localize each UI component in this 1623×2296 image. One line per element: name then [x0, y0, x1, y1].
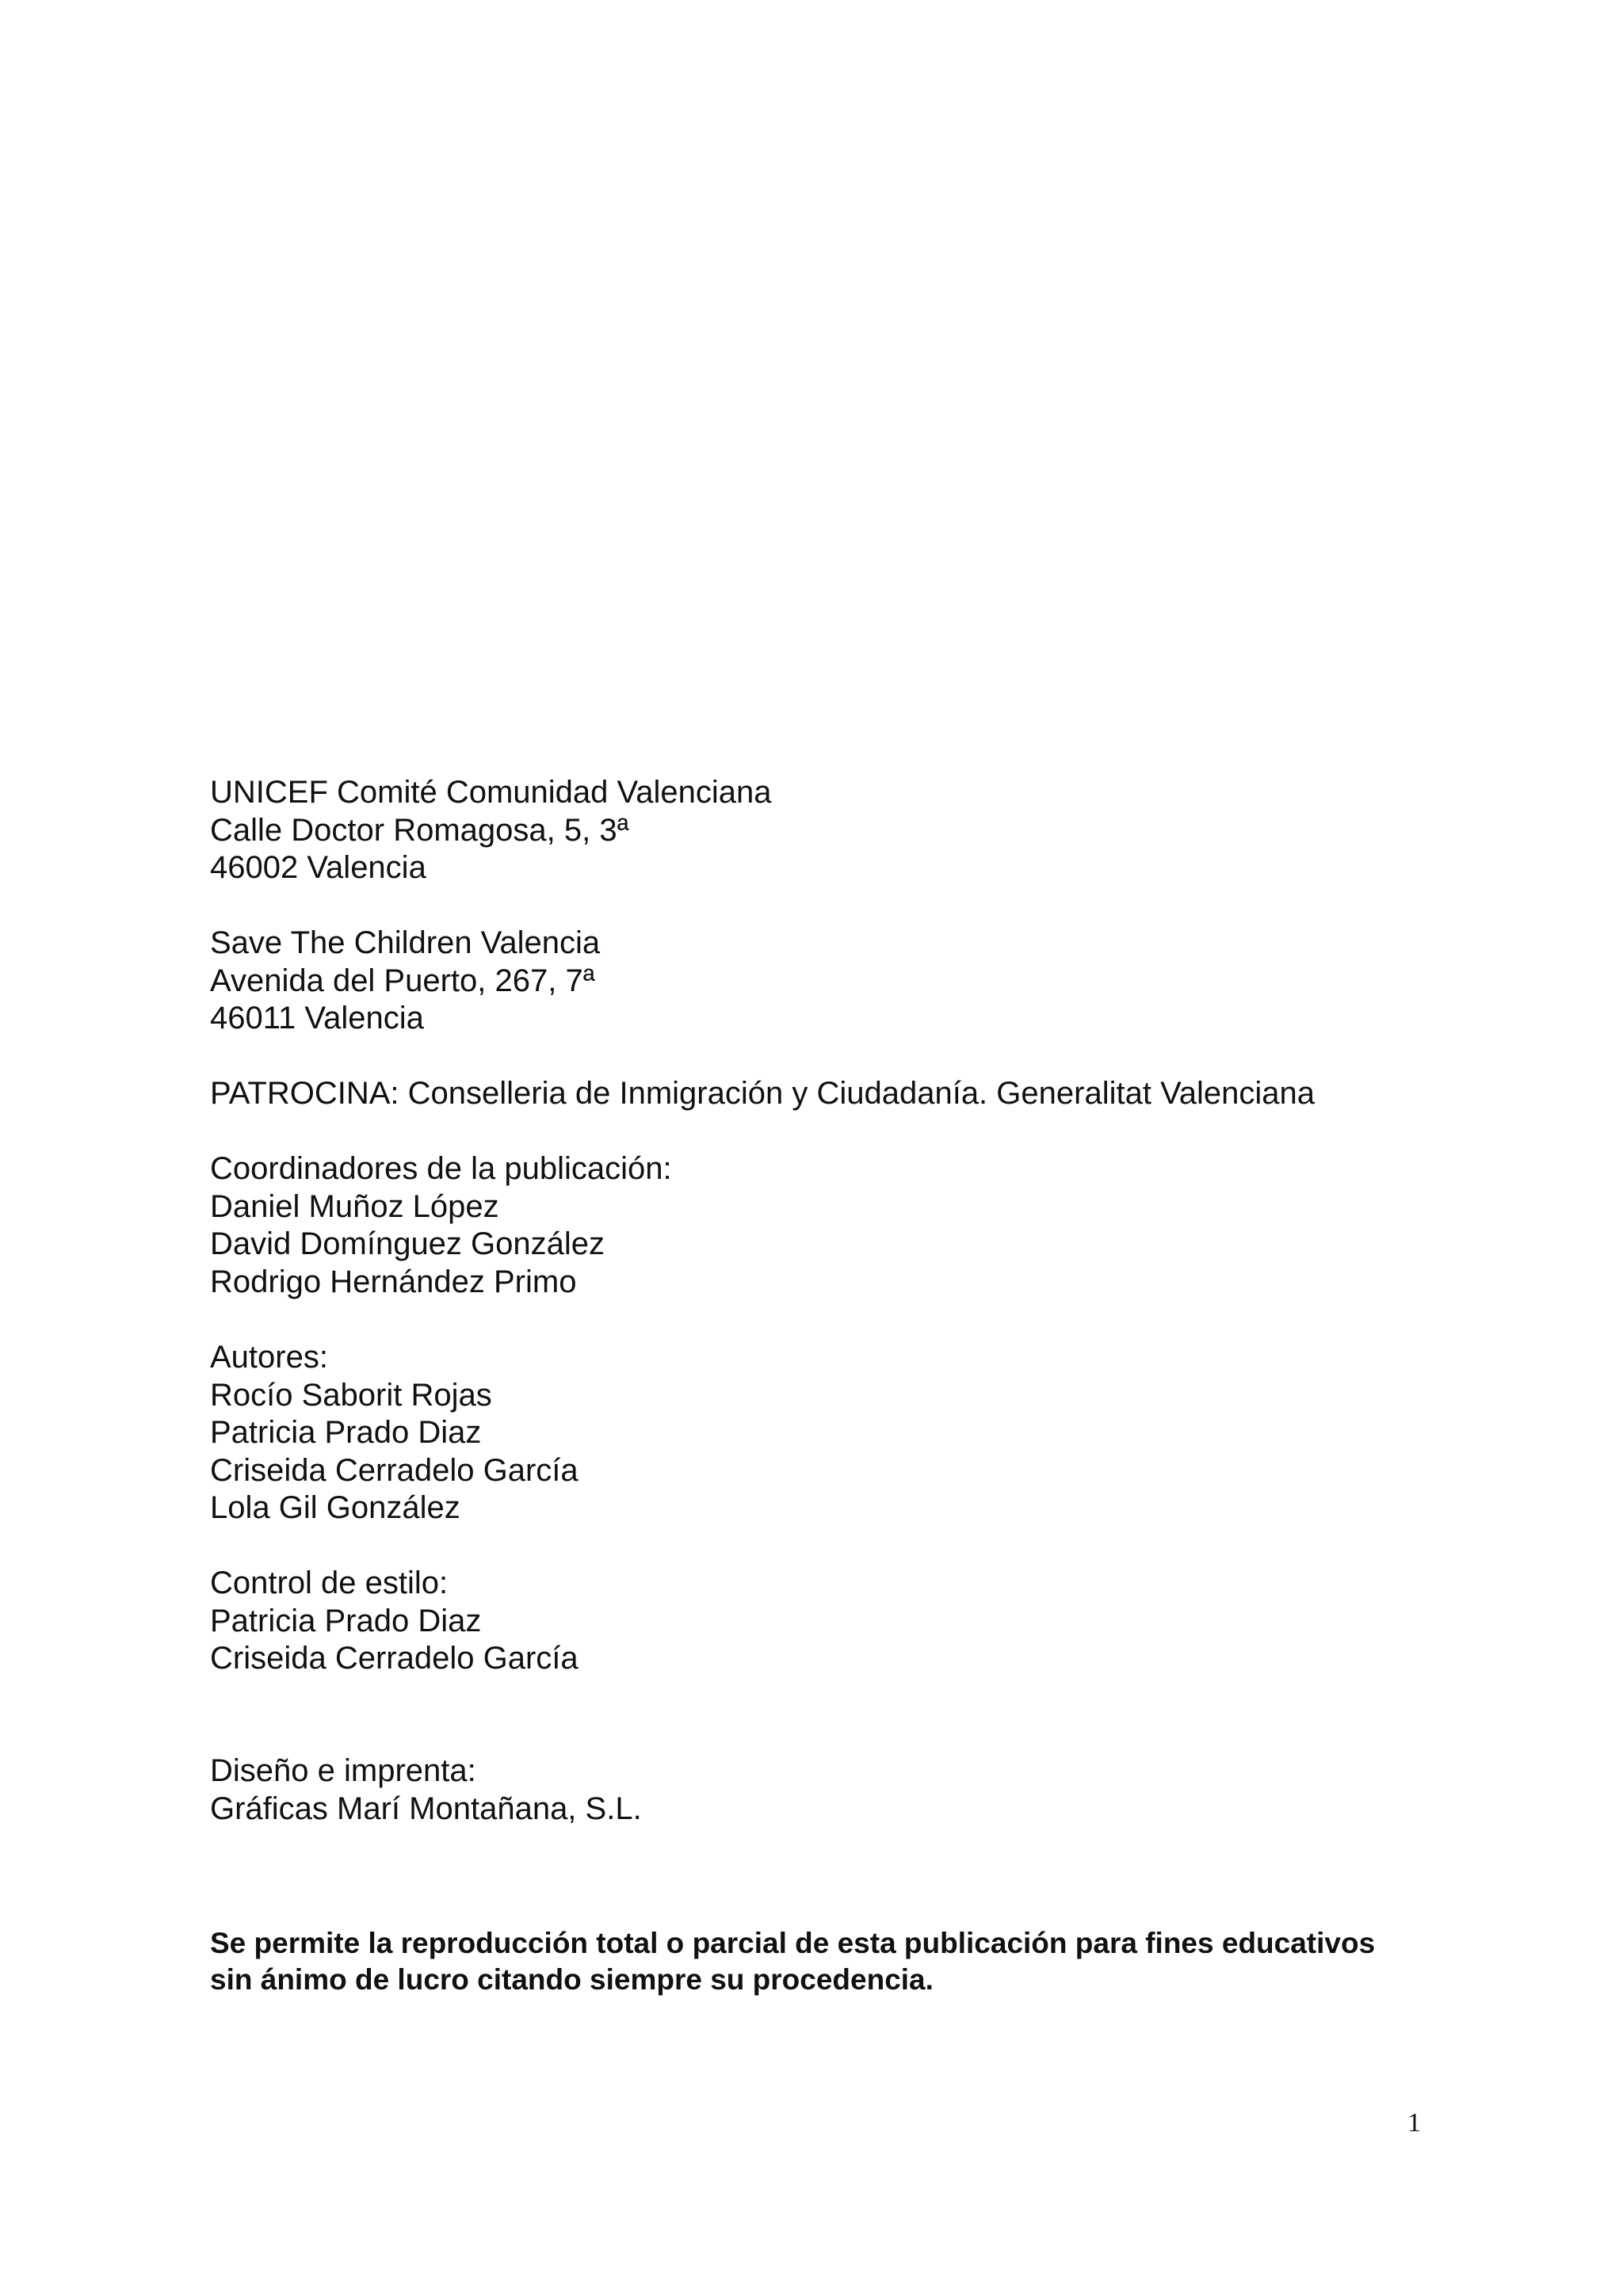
style-control-heading: Control de estilo: — [210, 1566, 449, 1600]
reproduction-notice-line-1: Se permite la reproducción total o parcial de esta publicación para fines educativos — [210, 1927, 1376, 1959]
save-the-children-city: 46011 Valencia — [210, 1001, 424, 1035]
reproduction-notice — [210, 1925, 1446, 1998]
design-heading: Diseño e imprenta: — [210, 1753, 476, 1788]
authors-heading: Autores: — [210, 1340, 328, 1375]
author-name: Patricia Prado Diaz — [210, 1415, 482, 1450]
author-name: Criseida Cerradelo García — [210, 1452, 579, 1488]
design-block — [210, 1753, 642, 1828]
save-the-children-address-block — [210, 925, 600, 1038]
style-control-block — [210, 1565, 579, 1678]
save-the-children-street: Avenida del Puerto, 267, 7ª — [210, 963, 595, 998]
unicef-name: UNICEF Comité Comunidad Valenciana — [210, 775, 772, 810]
design-company: Gráficas Marí Montañana, S.L. — [210, 1791, 642, 1826]
unicef-street: Calle Doctor Romagosa, 5, 3ª — [210, 812, 629, 848]
coordinators-heading: Coordinadores de la publicación: — [210, 1151, 672, 1186]
style-control-name: Patricia Prado Diaz — [210, 1603, 482, 1638]
author-name: Lola Gil González — [210, 1490, 460, 1525]
author-name: Rocío Saborit Rojas — [210, 1377, 492, 1413]
style-control-name: Criseida Cerradelo García — [210, 1641, 579, 1676]
sponsor-block — [210, 1075, 1315, 1113]
coordinator-name: David Domínguez González — [210, 1226, 605, 1261]
unicef-address-block — [210, 774, 771, 887]
authors-block — [210, 1339, 579, 1527]
sponsor-line: PATROCINA: Conselleria de Inmigración y Ciudadanía. Generalitat Valenciana — [210, 1076, 1316, 1111]
reproduction-notice-line-2: sin ánimo de lucro citando siempre su procedencia. — [210, 1963, 934, 1996]
coordinators-block — [210, 1150, 672, 1301]
coordinator-name: Daniel Muñoz López — [210, 1188, 499, 1224]
unicef-city: 46002 Valencia — [210, 850, 426, 885]
coordinator-name: Rodrigo Hernández Primo — [210, 1264, 577, 1299]
page-number: 1 — [1407, 2108, 1421, 2138]
save-the-children-name: Save The Children Valencia — [210, 925, 601, 960]
